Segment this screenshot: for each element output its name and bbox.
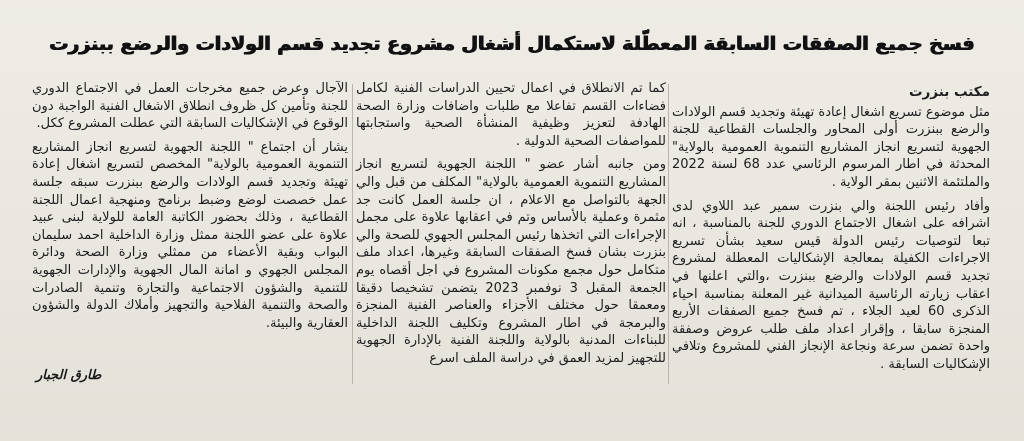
article-dateline: مكتب بنزرت bbox=[908, 84, 990, 100]
article-column-right bbox=[672, 84, 990, 374]
article-author: طارق الجبار bbox=[36, 368, 102, 383]
article-column-left bbox=[32, 80, 348, 332]
article-headline: فسخ جميع الصفقات السابقة المعطّلة لاستكمال أشغال مشروع تجديد قسم الولادات والرضع ببنزرت bbox=[49, 33, 975, 55]
article-column-middle bbox=[356, 80, 666, 368]
column-divider bbox=[668, 84, 669, 384]
article-paragraph: وأفاد رئيس اللجنة والي بنزرت سمير عبد اللاوي لدى اشرافه على اشغال الاجتماع الدوري للجنة بالمناسبة ، انه تبعا لتوصيات رئيس الدولة قيس سعيد بشأن تسريع الاجراءات الكفيلة بمعالجة الإشكاليات المعطلة لمشروع تجديد قسم الولادات والرضع ببنزرت ،والتي اعلنها في اعقاب زيارته الرئاسية الميدانية غير المعلنة بمناسبة احياء الذكرى 60 لعيد الجلاء ، تم فسخ جميع الصفقات الأربع المنجزة سابقا ، وإقرار اعداد ملف طلب عروض وصفقة واحدة تضمن سرعة ونجاعة الإنجاز الفني للمشروع وتلافي الإشكاليات السابقة . bbox=[672, 198, 990, 372]
article-paragraph: يشار أن اجتماع " اللجنة الجهوية لتسريع انجاز المشاريع التنموية العمومية بالولاية" المخصص لتسريع اشغال إعادة تهيئة وتجديد قسم الولادات والرضع ببنزرت سبقه جلسة عمل خصصت لوضع وضبط برنامج ومنهجية اعمال اللجنة القطاعية ، وذلك بحضور الكاتبة العامة للولاية لبنى عبيد علاوة على عضو اللجنة ممثل وزارة الداخلية احمد سليمان البواب وبقية الأعضاء من ممثلي وزارة الصحة ودائرة المجلس الجهوي و امانة المال الجهوية والإدارات الجهوية للتنمية والشؤون الاجتماعية والتجارة وتنمية الصادرات والصحة والتنمية الفلاحية والتجهيز وأملاك الدولة والشؤون العقارية والبيئة. bbox=[32, 139, 348, 331]
article-paragraph: كما تم الانطلاق في اعمال تحيين الدراسات الفنية لكامل فضاءات القسم تفاعلا مع طلبات واضافات وزارة الصحة الهادفة لتعزيز وظيفية المنشأة الصحية واستجابتها للمواصفات الصحية الدولية . bbox=[356, 81, 666, 149]
column-divider bbox=[352, 84, 353, 384]
article-paragraph: الآجال وعرض جميع مخرجات العمل في الاجتماع الدوري للجنة وتأمين كل ظروف انطلاق الاشغال الفنية الواجبة دون الوقوع في الإشكاليات السابقة التي عطلت المشروع ككل. bbox=[32, 81, 348, 132]
article-paragraph: ومن جانبه أشار عضو " اللجنة الجهوية لتسريع انجاز المشاريع التنموية العمومية بالولاية" المكلف من قبل والي الجهة بالتواصل مع الاعلام ، ان جلسة العمل كانت جد مثمرة وعملية بالأساس وتم في اعقابها علاوة على مجمل الإجراءات التي اتخذها رئيس المجلس الجهوي للصحة والي بنزرت بشان فسخ الصفقات السابقة وغيرها، اعداد ملف متكامل حول مجمع مكونات المشروع في اجل أقصاه يوم الجمعة المقبل 3 نوفمبر 2023 يتضمن تشخيصا دقيقا ومعمقا حول مختلف الأجزاء والعناصر الفنية المنجزة والبرمجة في اطار المشروع وتكليف اللجنة الداخلية للبناءات المدنية بالولاية واللجنة الفنية بالإدارة الجهوية للتجهيز لمزيد العمق في دراسة الملف اسرع bbox=[356, 157, 666, 366]
article-paragraph: مثل موضوع تسريع اشغال إعادة تهيئة وتجديد قسم الولادات والرضع ببنزرت أولى المحاور والجلسات القطاعية للجنة الجهوية لتسريع انجاز المشاريع التنموية العمومية بالولاية" المحدثة في اطار المرسوم الرئاسي عدد 68 لسنة 2022 والملتئمة الاثنين بمقر الولاية . bbox=[672, 104, 990, 190]
